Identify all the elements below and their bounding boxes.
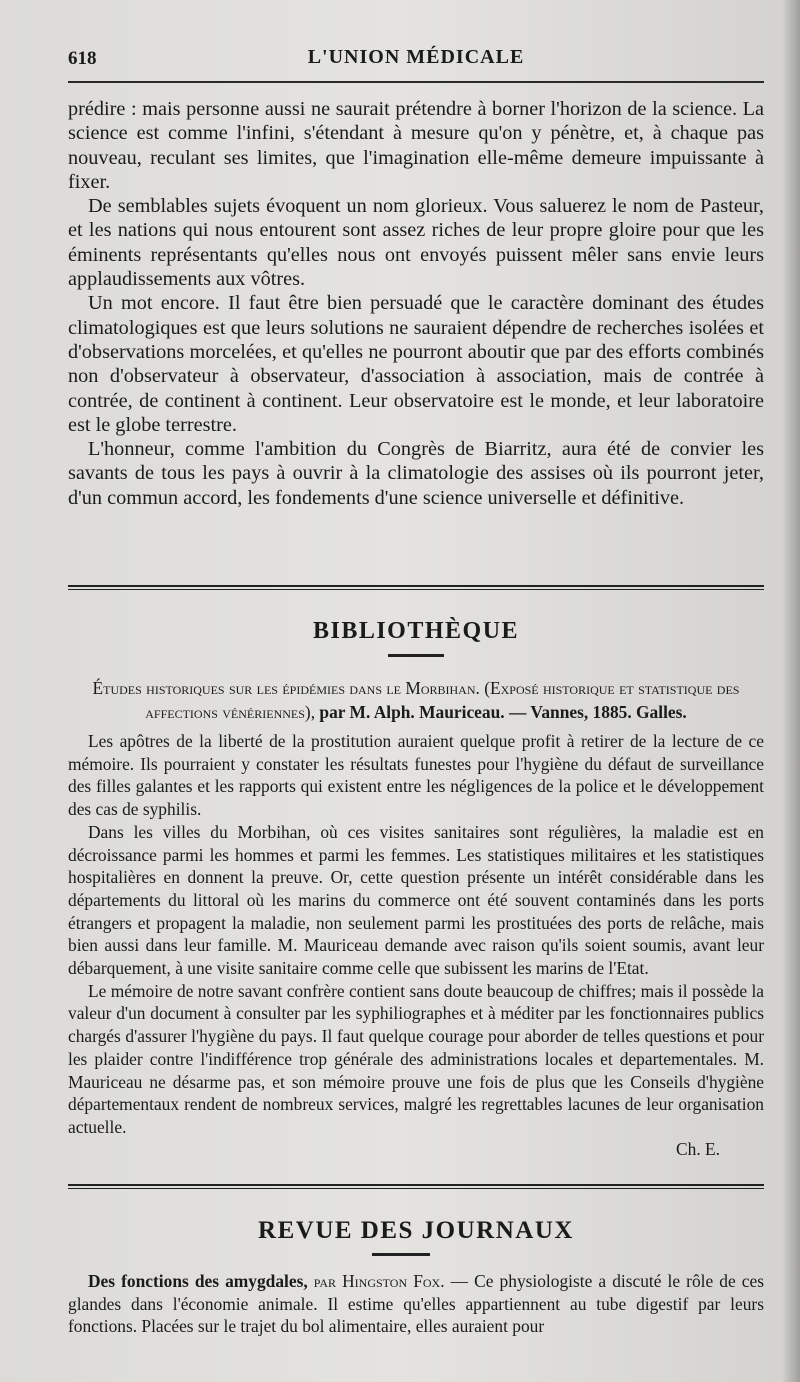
intro-paragraph: De semblables sujets évoquent un nom glorieux. Vous saluerez le nom de Pasteur, et les nations qui nous entourent sont assez riches de leur propre gloire pour que les éminents représentants qu'elles nous ont envoyés puissent mêler sans envie leurs applaudissements aux vôtres. — [68, 195, 764, 291]
review-paragraph: Dans les villes du Morbihan, où ces visites sanitaires sont régulières, la maladie est en décroissance parmi les hommes et parmi les femmes. Les statistiques militaires et les statistiques hospitalières en donnent la preuve. Or, cette question présente un intérêt considérable dans les départements du littoral où les marins du commerce ont été souvent contaminés dans les ports étrangers et propagent la maladie, non seulement parmi les prostituées des ports de relâche, mais bien aussi dans leur famille. M. Mauriceau demande avec raison qu'ils soient soumis, avant leur débarquement, à une visite sanitaire comme celle que subissent les marins de l'Etat. — [68, 821, 764, 979]
review-paragraph: Le mémoire de notre savant confrère contient sans doute beaucoup de chiffres; mais il possède la valeur d'un document à consulter par les syphiliographes et à méditer par les fonctionnaires publics chargés d'assurer l'hygiène du pays. Il faut quelque courage pour aborder de telles questions et pour les plaider contre l'indifférence trop générale des administrations locales et departementales. M. Mauriceau ne désarme pas, et son mémoire prouve une fois de plus que les Conseils d'hygiène départementaux rendent de nombreux services, malgré les regrettables lacunes de leur organisation actuelle. — [68, 980, 764, 1137]
page-edge-shadow — [782, 0, 800, 1382]
section-heading-bibliotheque: BIBLIOTHÈQUE — [312, 618, 520, 644]
article-title: Des fonctions des amygdales, — [88, 1271, 308, 1291]
journal-title: L'UNION MÉDICALE — [307, 46, 525, 68]
intro-paragraph: Un mot encore. Il faut être bien persuadé que le caractère dominant des études climatologiques est que leurs solutions ne sauraient dépendre de recherches isolées et d'observations morcelées, et qu'elles ne pourront aboutir que par des efforts combinés non d'observateur à observateur, d'association à association, mais de contrée à contrée, de continent à continent. Leur observatoire est le monde, et leur laboratoire est le globe terrestre. — [68, 292, 764, 436]
article-author: par Hingston Fox. — [313, 1271, 445, 1291]
review-signature: Ch. E. — [676, 1138, 720, 1159]
section-heading-revue: REVUE DES JOURNAUX — [258, 1217, 574, 1244]
reference-title: Études historiques sur les épidémies dans le Morbihan. (Exposé historique et statistique des affections vénériennes), — [92, 678, 740, 722]
heading-underline — [372, 1253, 430, 1256]
reference-author: par M. Alph. Mauriceau. — Vannes, 1885. Galles. — [319, 702, 687, 722]
bibliography-reference — [68, 676, 764, 724]
intro-paragraph: L'honneur, comme l'ambition du Congrès de Biarritz, aura été de convier les savants de tous les pays à ouvrir à la climatologie des assises où ils pourront jeter, d'un commun accord, les fondements d'une science universelle et définitive. — [68, 438, 764, 509]
review-paragraph: Les apôtres de la liberté de la prostitution auraient quelque profit à retirer de la lecture de ce mémoire. Ils pourraient y constater les résultats funestes pour l'hygiène du défaut de surveillance des filles galantes et les rapports qui existent entre les négligences de la police et le développement des cas de syphilis. — [68, 731, 764, 820]
intro-text — [68, 97, 764, 510]
revue-article — [68, 1270, 764, 1338]
header-rule — [68, 81, 764, 83]
running-header — [68, 44, 764, 74]
intro-paragraph: prédire : mais personne aussi ne saurait prétendre à borner l'horizon de la science. La science est comme l'infini, s'étendant à mesure qu'on y pénètre, et, à chaque pas nouveau, reculant ses limites, que l'imagination elle-même demeure impuissante à fixer. — [68, 98, 764, 193]
article-text: — Ce physiologiste a discuté le rôle de ces glandes dans l'économie animale. Il estime qu'elles appartiennent au tube digestif par leurs fonctions. Placées sur le trajet du bol alimentaire, elles auraient pour — [68, 1271, 764, 1337]
section-divider — [68, 585, 764, 590]
review-text — [68, 730, 764, 1160]
section-divider — [68, 1184, 764, 1189]
page-number: 618 — [68, 48, 97, 69]
heading-underline — [388, 654, 444, 657]
